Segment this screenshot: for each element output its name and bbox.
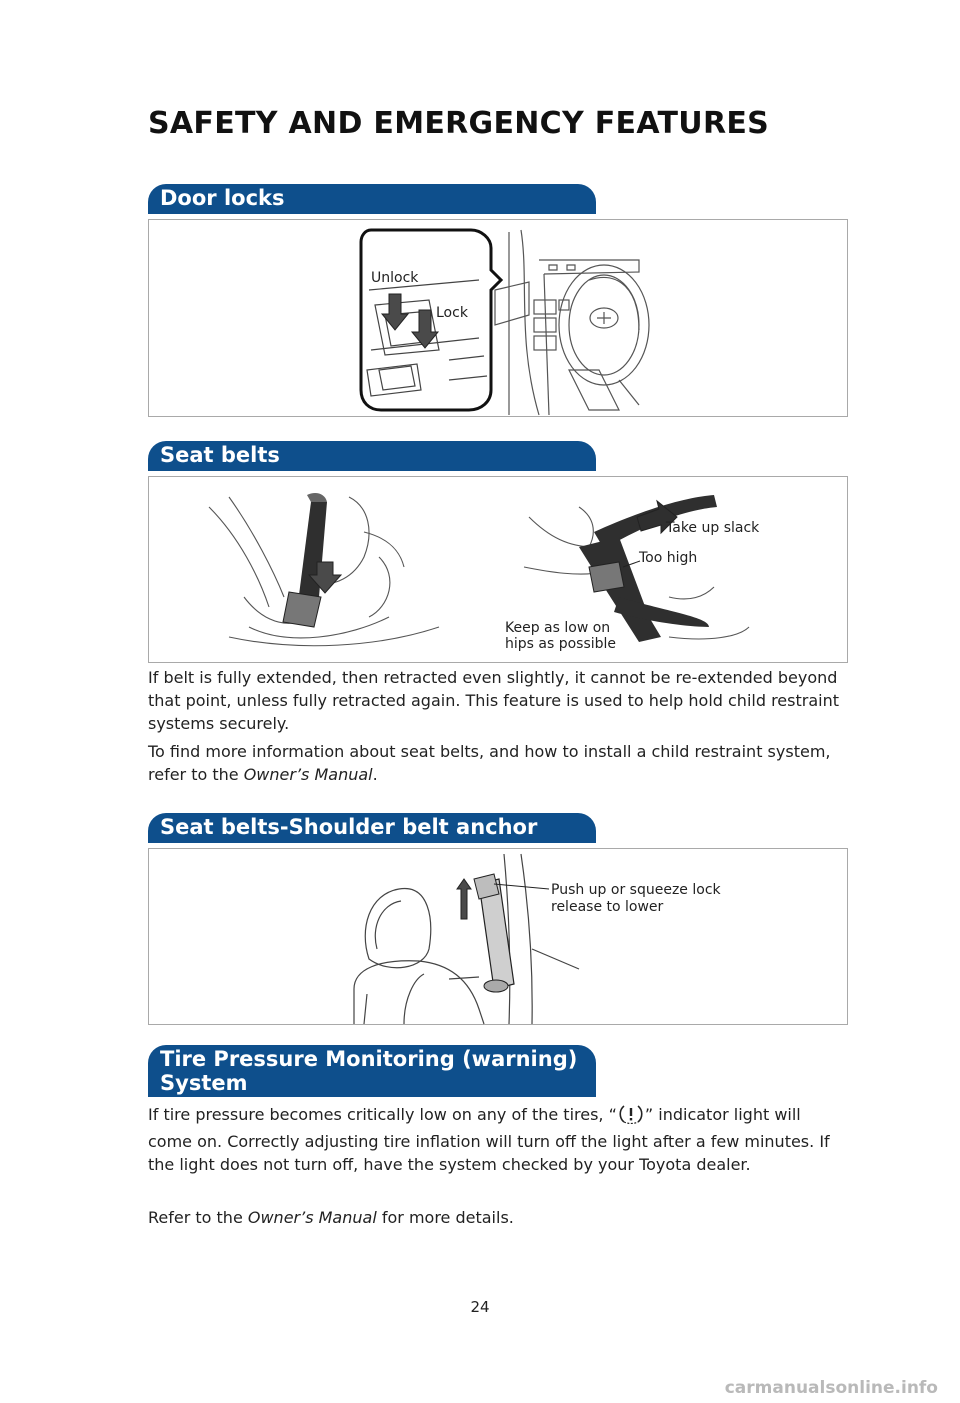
seat-belts-illustration — [148, 476, 848, 663]
shoulder-anchor-drawing — [149, 849, 849, 1026]
page-number: 24 — [470, 1298, 490, 1316]
callout-push-up-line-1: Push up or squeeze lock — [551, 882, 721, 898]
owners-manual-reference: Owner’s Manual — [243, 765, 373, 784]
seat-belts-paragraph-2: To find more information about seat belts, and how to install a child restraint system, refer to the Owner’s Manual. — [148, 742, 831, 784]
door-lock-switch-drawing — [149, 220, 849, 418]
section-heading-seat-belts: Seat belts — [148, 441, 596, 471]
callout-lock: Lock — [436, 305, 468, 321]
tpms-heading-line-1: Tire Pressure Monitoring (warning) — [160, 1047, 578, 1071]
shoulder-belt-anchor-illustration — [148, 848, 848, 1025]
tpms-paragraph-2: Refer to the Owner’s Manual for more details. — [148, 1208, 514, 1227]
callout-take-up-slack: Take up slack — [666, 520, 760, 536]
callout-unlock: Unlock — [371, 270, 419, 286]
callout-keep-low-line-1: Keep as low on — [505, 620, 611, 636]
tpms-paragraph-1: If tire pressure becomes critically low on any of the tires, “ ” indicator light will come on. Correctly adjusting tire inflation will turn off the light after a few minutes. If the light does not turn off, have the system checked by your Toyota dealer. — [148, 1105, 830, 1174]
callout-keep-low-line-2: hips as possible — [505, 636, 617, 652]
door-locks-illustration — [148, 219, 848, 417]
watermark: carmanualsonline.info — [724, 1378, 938, 1398]
tire-pressure-warning-icon — [618, 1104, 644, 1130]
callout-push-up-line-2: release to lower — [551, 899, 664, 915]
section-heading-tpms — [148, 1045, 596, 1097]
seat-belt-drawings — [149, 477, 849, 664]
seat-belts-paragraph-1: If belt is fully extended, then retracted even slightly, it cannot be re-extended beyond that point, unless fully retracted again. This feature is used to help hold child restraint systems securely. — [148, 668, 839, 733]
section-heading-door-locks: Door locks — [148, 184, 596, 214]
section-heading-shoulder-belt-anchor: Seat belts-Shoulder belt anchor — [148, 813, 596, 843]
page-title: SAFETY AND EMERGENCY FEATURES — [148, 106, 770, 141]
callout-too-high: Too high — [639, 550, 698, 566]
tpms-heading-line-2: System — [160, 1071, 248, 1095]
owners-manual-reference-tpms: Owner’s Manual — [247, 1208, 377, 1227]
